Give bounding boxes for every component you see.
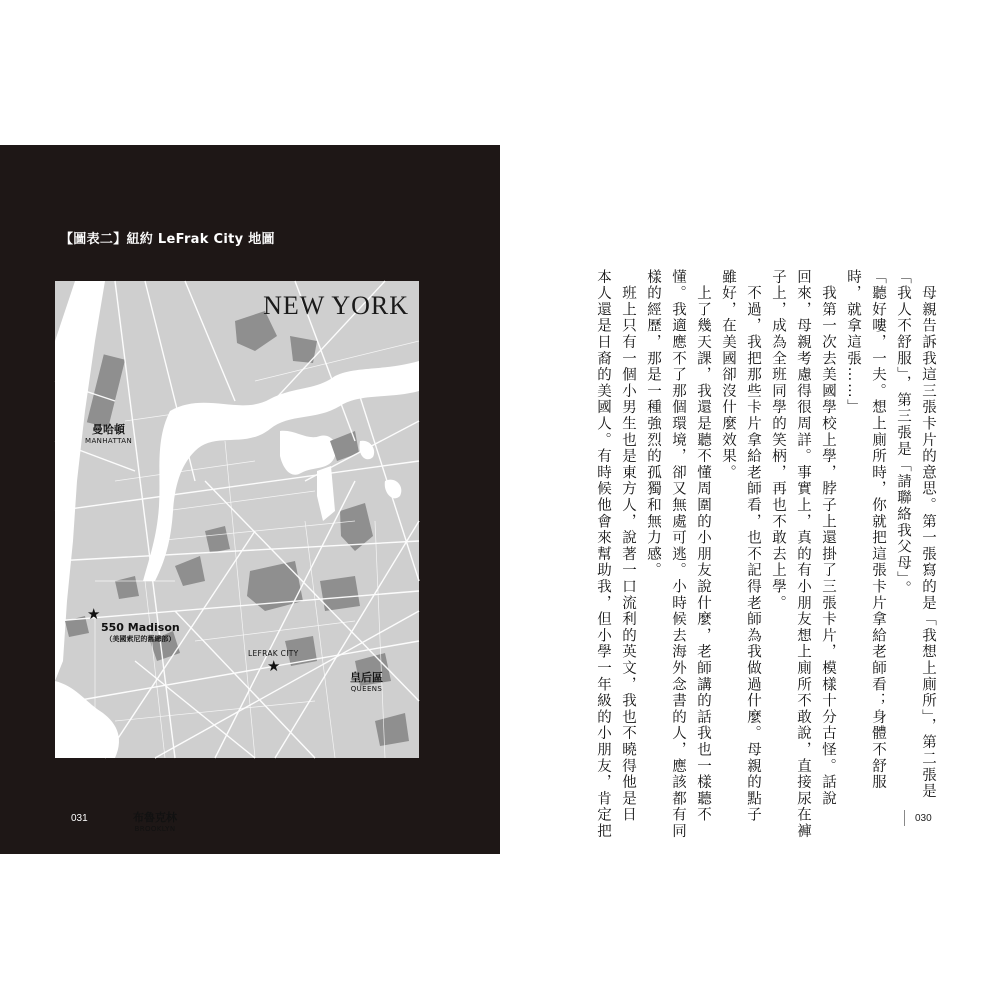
text-column: 本人還是日裔的美國人。有時候他會來幫助我，但小學一年級的小朋友，肯定把: [595, 269, 611, 840]
text-column: 「聽好嘍，一夫。想上廁所時，你就把這張卡片拿給老師看；身體不舒服: [870, 269, 886, 791]
lefrak-city-label: LEFRAK CITY: [248, 649, 299, 658]
page-number-right: 030: [915, 813, 932, 824]
text-column: 懂。我適應不了那個環境，卻又無處可逃。小時候去海外念書的人，應該都有同: [670, 269, 686, 840]
text-column: 雖好，在美國卻沒什麼效果。: [720, 269, 736, 481]
figure-title: 【圖表二】紐約 LeFrak City 地圖: [60, 232, 275, 247]
map-title: NEW YORK: [263, 291, 409, 320]
text-column: 樣的經歷，那是一種強烈的孤獨和無力感。: [645, 269, 661, 579]
text-column: 不過，我把那些卡片拿給老師看，也不記得老師為我做過什麼。母親的點子: [745, 269, 761, 824]
text-column: 「我人不舒服」，第三張是「請聯絡我父母」。: [895, 269, 911, 597]
lefrak-city-star-icon: ★: [267, 657, 281, 675]
text-column: 時，就拿這張……」: [845, 269, 861, 416]
text-column: 上了幾天課，我還是聽不懂周圍的小朋友說什麼，老師講的話我也一樣聽不: [695, 269, 711, 824]
manhattan-label: 曼哈頓 MANHATTAN: [85, 423, 133, 445]
text-column: 回來，母親考慮得很周詳。事實上，真的有小朋友想上廁所不敢說，直接尿在褲: [795, 269, 811, 840]
550-madison-label: 550 Madison （美國索尼的舊總部）: [101, 621, 180, 643]
page-number-divider: [904, 810, 905, 826]
550-madison-star-icon: ★: [87, 605, 101, 623]
right-page: [500, 145, 1000, 854]
text-column: 子上，成為全班同學的笑柄，再也不敢去上學。: [770, 269, 786, 612]
text-column: 母親告訴我這三張卡片的意思。第一張寫的是「我想上廁所」，第二張是: [920, 269, 936, 800]
text-column: 我第一次去美國學校上學，脖子上還掛了三張卡片，模樣十分古怪。話說: [820, 269, 836, 807]
queens-label: 皇后區 QUEENS: [350, 671, 383, 693]
left-page: [0, 145, 500, 854]
page-number-left: 031: [71, 813, 88, 824]
text-column: 班上只有一個小男生也是東方人，說著一口流利的英文，我也不曉得他是日: [620, 269, 636, 824]
brooklyn-label: 布魯克林 BROOKLYN: [133, 811, 177, 833]
